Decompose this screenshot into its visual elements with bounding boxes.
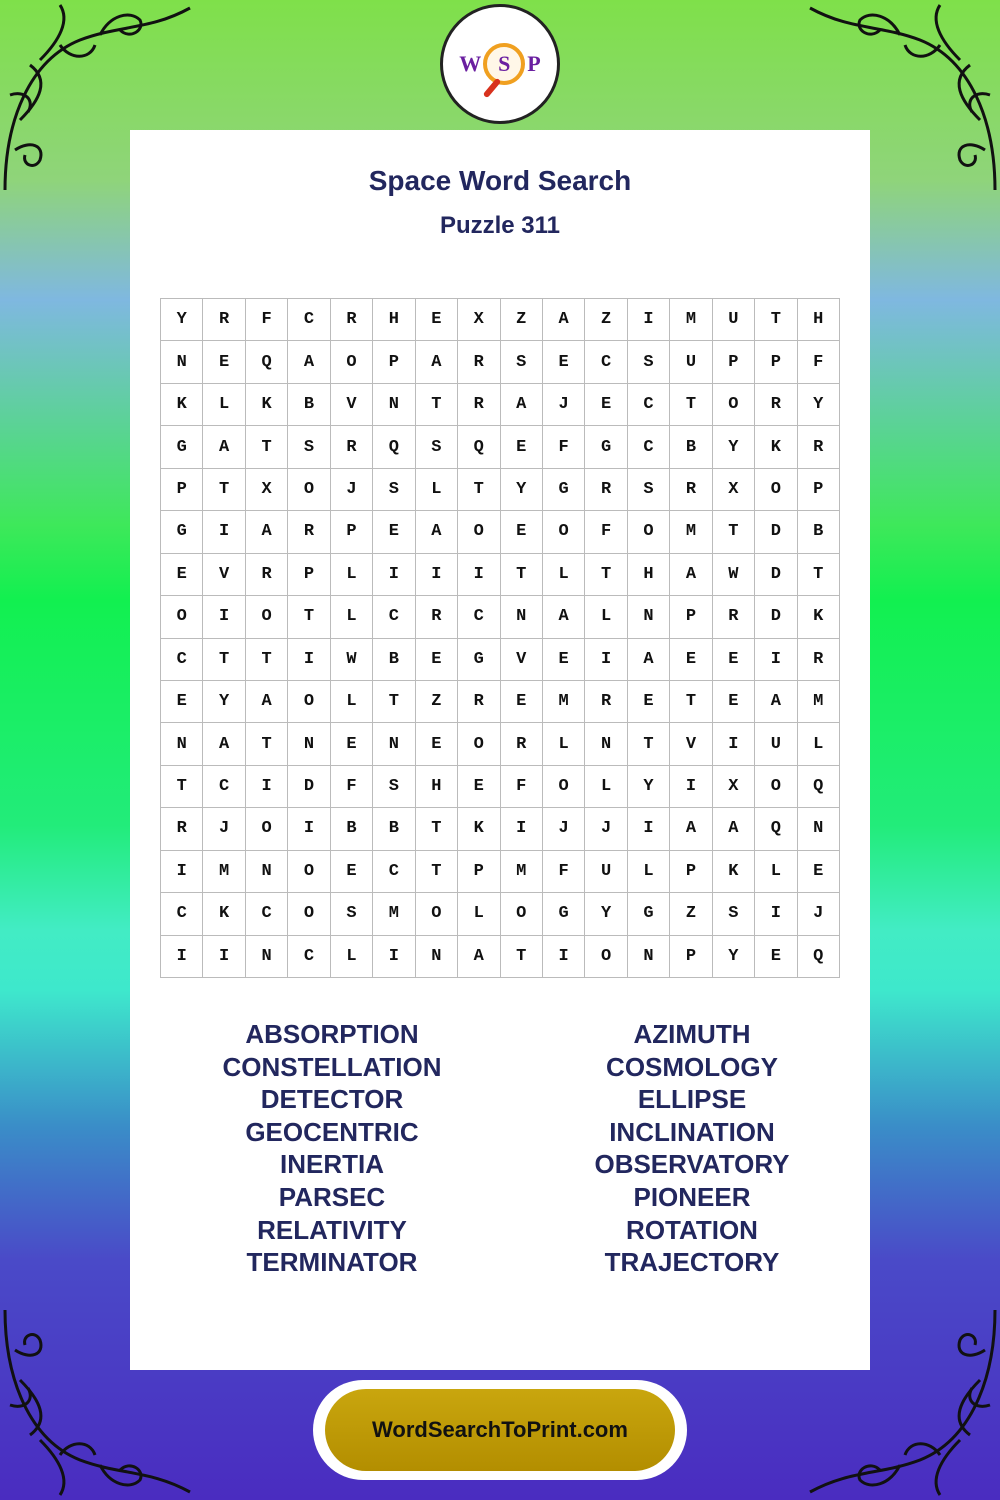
grid-cell[interactable]: I bbox=[203, 596, 245, 638]
grid-cell[interactable]: I bbox=[203, 511, 245, 553]
word-item: RELATIVITY bbox=[257, 1214, 407, 1245]
grid-cell[interactable]: T bbox=[203, 639, 245, 681]
grid-cell[interactable]: T bbox=[670, 681, 712, 723]
grid-cell[interactable]: M bbox=[373, 893, 415, 935]
grid-cell[interactable]: A bbox=[203, 723, 245, 765]
grid-cell[interactable]: T bbox=[585, 554, 627, 596]
grid-cell[interactable]: J bbox=[543, 384, 585, 426]
grid-cell[interactable]: Z bbox=[416, 681, 458, 723]
grid-cell[interactable]: J bbox=[585, 808, 627, 850]
grid-cell[interactable]: E bbox=[501, 426, 543, 468]
grid-cell[interactable]: E bbox=[161, 554, 203, 596]
grid-cell[interactable]: R bbox=[755, 384, 797, 426]
grid-cell[interactable]: A bbox=[628, 639, 670, 681]
grid-cell[interactable]: O bbox=[458, 723, 500, 765]
grid-cell[interactable]: C bbox=[203, 766, 245, 808]
grid-cell[interactable]: I bbox=[628, 299, 670, 341]
grid-cell[interactable]: O bbox=[585, 936, 627, 978]
grid-cell[interactable]: F bbox=[331, 766, 373, 808]
grid-cell[interactable]: I bbox=[416, 554, 458, 596]
word-item: DETECTOR bbox=[260, 1084, 404, 1115]
grid-cell[interactable]: B bbox=[331, 808, 373, 850]
word-item: OBSERVATORY bbox=[594, 1149, 790, 1180]
grid-cell[interactable]: M bbox=[543, 681, 585, 723]
grid-cell[interactable]: F bbox=[543, 426, 585, 468]
grid-cell[interactable]: A bbox=[203, 426, 245, 468]
grid-cell[interactable]: T bbox=[416, 851, 458, 893]
word-list-left bbox=[130, 1018, 514, 1279]
grid-cell[interactable]: I bbox=[203, 936, 245, 978]
grid-cell[interactable]: H bbox=[798, 299, 840, 341]
grid-cell[interactable]: I bbox=[373, 554, 415, 596]
word-item: ABSORPTION bbox=[245, 1019, 419, 1049]
grid-cell[interactable]: D bbox=[755, 511, 797, 553]
grid-cell[interactable]: K bbox=[203, 893, 245, 935]
grid-cell[interactable]: P bbox=[458, 851, 500, 893]
grid-cell[interactable]: R bbox=[458, 341, 500, 383]
word-item: TRAJECTORY bbox=[604, 1247, 780, 1278]
grid-cell[interactable]: A bbox=[246, 681, 288, 723]
grid-cell[interactable]: R bbox=[798, 426, 840, 468]
grid-cell[interactable]: O bbox=[246, 808, 288, 850]
grid-cell[interactable]: Y bbox=[713, 426, 755, 468]
grid-cell[interactable]: C bbox=[161, 893, 203, 935]
grid-cell[interactable]: F bbox=[501, 766, 543, 808]
grid-cell[interactable]: I bbox=[161, 936, 203, 978]
grid-cell[interactable]: T bbox=[501, 936, 543, 978]
grid-cell[interactable]: L bbox=[628, 851, 670, 893]
grid-cell[interactable]: K bbox=[755, 426, 797, 468]
grid-cell[interactable]: S bbox=[501, 341, 543, 383]
grid-cell[interactable]: E bbox=[501, 511, 543, 553]
grid-cell[interactable]: Q bbox=[798, 766, 840, 808]
grid-cell[interactable]: K bbox=[713, 851, 755, 893]
grid-cell[interactable]: O bbox=[501, 893, 543, 935]
grid-cell[interactable]: T bbox=[501, 554, 543, 596]
grid-cell[interactable]: O bbox=[288, 851, 330, 893]
grid-cell[interactable]: N bbox=[501, 596, 543, 638]
grid-cell[interactable]: T bbox=[203, 469, 245, 511]
grid-cell[interactable]: X bbox=[713, 469, 755, 511]
grid-cell[interactable]: N bbox=[161, 723, 203, 765]
grid-cell[interactable]: Y bbox=[203, 681, 245, 723]
grid-cell[interactable]: E bbox=[798, 851, 840, 893]
grid-cell[interactable]: P bbox=[670, 596, 712, 638]
grid-cell[interactable]: O bbox=[543, 766, 585, 808]
grid-cell[interactable]: E bbox=[670, 639, 712, 681]
word-list-right bbox=[514, 1018, 870, 1279]
grid-cell[interactable]: M bbox=[798, 681, 840, 723]
grid-cell[interactable]: M bbox=[670, 511, 712, 553]
grid-cell[interactable]: R bbox=[458, 681, 500, 723]
wsp-logo[interactable] bbox=[440, 4, 560, 124]
grid-cell[interactable]: S bbox=[416, 426, 458, 468]
grid-cell[interactable]: O bbox=[755, 766, 797, 808]
grid-cell[interactable]: O bbox=[161, 596, 203, 638]
grid-cell[interactable]: B bbox=[373, 639, 415, 681]
grid-cell[interactable]: C bbox=[628, 384, 670, 426]
grid-cell[interactable]: O bbox=[288, 469, 330, 511]
grid-cell[interactable]: L bbox=[585, 596, 627, 638]
grid-cell[interactable]: C bbox=[161, 639, 203, 681]
grid-cell[interactable]: V bbox=[331, 384, 373, 426]
grid-cell[interactable]: C bbox=[628, 426, 670, 468]
word-item: COSMOLOGY bbox=[606, 1051, 778, 1082]
grid-cell[interactable]: O bbox=[288, 681, 330, 723]
grid-cell[interactable]: A bbox=[458, 936, 500, 978]
grid-cell[interactable]: I bbox=[543, 936, 585, 978]
grid-cell[interactable]: R bbox=[713, 596, 755, 638]
grid-cell[interactable]: O bbox=[628, 511, 670, 553]
grid-cell[interactable]: R bbox=[331, 426, 373, 468]
grid-cell[interactable]: Q bbox=[246, 341, 288, 383]
grid-cell[interactable]: D bbox=[288, 766, 330, 808]
grid-cell[interactable]: E bbox=[373, 511, 415, 553]
site-link-button[interactable] bbox=[313, 1380, 687, 1480]
grid-cell[interactable]: U bbox=[670, 341, 712, 383]
magnifier-handle bbox=[483, 78, 502, 99]
grid-cell[interactable]: R bbox=[585, 681, 627, 723]
grid-cell[interactable]: A bbox=[670, 808, 712, 850]
grid-cell[interactable]: C bbox=[585, 341, 627, 383]
grid-cell[interactable]: N bbox=[798, 808, 840, 850]
grid-cell[interactable]: H bbox=[373, 299, 415, 341]
grid-cell[interactable]: G bbox=[543, 469, 585, 511]
grid-cell[interactable]: L bbox=[331, 936, 373, 978]
grid-cell[interactable]: I bbox=[288, 808, 330, 850]
grid-cell[interactable]: J bbox=[798, 893, 840, 935]
grid-cell[interactable]: C bbox=[373, 596, 415, 638]
word-item: PARSEC bbox=[278, 1181, 386, 1212]
grid-cell[interactable]: W bbox=[331, 639, 373, 681]
grid-cell[interactable]: R bbox=[331, 299, 373, 341]
grid-cell[interactable]: B bbox=[373, 808, 415, 850]
grid-cell[interactable]: G bbox=[543, 893, 585, 935]
grid-cell[interactable]: Y bbox=[161, 299, 203, 341]
grid-cell[interactable]: F bbox=[246, 299, 288, 341]
grid-cell[interactable]: T bbox=[628, 723, 670, 765]
grid-cell[interactable]: J bbox=[543, 808, 585, 850]
grid-cell[interactable]: I bbox=[458, 554, 500, 596]
puzzle-number: Puzzle 311 bbox=[439, 212, 561, 239]
grid-cell[interactable]: T bbox=[416, 384, 458, 426]
grid-cell[interactable]: G bbox=[628, 893, 670, 935]
grid-cell[interactable]: L bbox=[585, 766, 627, 808]
grid-cell[interactable]: Y bbox=[501, 469, 543, 511]
grid-cell[interactable]: E bbox=[458, 766, 500, 808]
logo-letter-p: P bbox=[527, 51, 541, 76]
grid-cell[interactable]: P bbox=[755, 341, 797, 383]
grid-cell[interactable]: T bbox=[246, 639, 288, 681]
grid-cell[interactable]: A bbox=[416, 511, 458, 553]
grid-cell[interactable]: S bbox=[713, 893, 755, 935]
grid-cell[interactable]: S bbox=[373, 766, 415, 808]
word-item: TERMINATOR bbox=[246, 1247, 418, 1278]
grid-cell[interactable]: T bbox=[798, 554, 840, 596]
grid-cell[interactable]: A bbox=[543, 299, 585, 341]
grid-cell[interactable]: I bbox=[628, 808, 670, 850]
grid-cell[interactable]: L bbox=[331, 596, 373, 638]
grid-cell[interactable]: E bbox=[161, 681, 203, 723]
grid-cell[interactable]: G bbox=[585, 426, 627, 468]
grid-cell[interactable]: U bbox=[713, 299, 755, 341]
grid-cell[interactable]: Y bbox=[713, 936, 755, 978]
grid-cell[interactable]: K bbox=[246, 384, 288, 426]
grid-cell[interactable]: M bbox=[670, 299, 712, 341]
grid-cell[interactable]: U bbox=[585, 851, 627, 893]
grid-cell[interactable]: I bbox=[246, 766, 288, 808]
grid-cell[interactable]: E bbox=[585, 384, 627, 426]
grid-cell[interactable]: N bbox=[288, 723, 330, 765]
grid-cell[interactable]: N bbox=[373, 723, 415, 765]
grid-cell[interactable]: H bbox=[628, 554, 670, 596]
grid-cell[interactable]: G bbox=[161, 511, 203, 553]
grid-cell[interactable]: S bbox=[331, 893, 373, 935]
grid-cell[interactable]: N bbox=[628, 936, 670, 978]
grid-cell[interactable]: A bbox=[246, 511, 288, 553]
grid-cell[interactable]: Y bbox=[585, 893, 627, 935]
grid-cell[interactable]: T bbox=[288, 596, 330, 638]
grid-cell[interactable]: V bbox=[203, 554, 245, 596]
grid-cell[interactable]: G bbox=[161, 426, 203, 468]
word-item: ELLIPSE bbox=[637, 1084, 747, 1115]
grid-cell[interactable]: V bbox=[670, 723, 712, 765]
grid-cell[interactable]: E bbox=[203, 341, 245, 383]
grid-cell[interactable]: L bbox=[331, 554, 373, 596]
grid-cell[interactable]: J bbox=[203, 808, 245, 850]
grid-cell[interactable]: R bbox=[798, 639, 840, 681]
grid-cell[interactable]: O bbox=[458, 511, 500, 553]
logo-letter-s: S bbox=[498, 51, 511, 76]
grid-cell[interactable]: A bbox=[755, 681, 797, 723]
grid-cell[interactable]: H bbox=[416, 766, 458, 808]
grid-cell[interactable]: F bbox=[798, 341, 840, 383]
word-item: ROTATION bbox=[626, 1214, 758, 1245]
grid-cell[interactable]: I bbox=[713, 723, 755, 765]
grid-cell[interactable]: B bbox=[670, 426, 712, 468]
grid-cell[interactable]: T bbox=[246, 723, 288, 765]
grid-cell[interactable]: I bbox=[161, 851, 203, 893]
grid-cell[interactable]: C bbox=[246, 893, 288, 935]
grid-cell[interactable]: L bbox=[543, 723, 585, 765]
grid-cell[interactable]: E bbox=[501, 681, 543, 723]
grid-cell[interactable]: T bbox=[458, 469, 500, 511]
logo-letter-w: W bbox=[459, 51, 482, 76]
grid-cell[interactable]: R bbox=[501, 723, 543, 765]
site-link-label: WordSearchToPrint.com bbox=[325, 1389, 675, 1471]
grid-cell[interactable]: T bbox=[713, 511, 755, 553]
word-item: AZIMUTH bbox=[633, 1019, 751, 1049]
grid-cell[interactable]: R bbox=[670, 469, 712, 511]
grid-cell[interactable]: C bbox=[288, 299, 330, 341]
grid-cell[interactable]: Z bbox=[585, 299, 627, 341]
grid-cell[interactable]: D bbox=[755, 554, 797, 596]
grid-cell[interactable]: I bbox=[288, 639, 330, 681]
grid-cell[interactable]: R bbox=[416, 596, 458, 638]
grid-cell[interactable]: W bbox=[713, 554, 755, 596]
grid-cell[interactable]: A bbox=[713, 808, 755, 850]
grid-cell[interactable]: P bbox=[798, 469, 840, 511]
grid-cell[interactable]: E bbox=[416, 723, 458, 765]
grid-cell[interactable]: O bbox=[288, 893, 330, 935]
grid-cell[interactable]: X bbox=[246, 469, 288, 511]
grid-cell[interactable]: R bbox=[246, 554, 288, 596]
grid-cell[interactable]: L bbox=[331, 681, 373, 723]
puzzle-title: Space Word Search bbox=[368, 165, 632, 196]
grid-cell[interactable]: Q bbox=[373, 426, 415, 468]
grid-cell[interactable]: E bbox=[713, 639, 755, 681]
grid-cell[interactable]: L bbox=[543, 554, 585, 596]
grid-cell[interactable]: T bbox=[755, 299, 797, 341]
logo-letters bbox=[459, 43, 540, 85]
grid-cell[interactable]: N bbox=[416, 936, 458, 978]
grid-cell[interactable]: E bbox=[416, 639, 458, 681]
grid-cell[interactable]: F bbox=[543, 851, 585, 893]
grid-cell[interactable]: Z bbox=[670, 893, 712, 935]
grid-cell[interactable]: P bbox=[670, 851, 712, 893]
grid-cell[interactable]: D bbox=[755, 596, 797, 638]
grid-cell[interactable]: S bbox=[628, 341, 670, 383]
grid-cell[interactable]: M bbox=[203, 851, 245, 893]
grid-cell[interactable]: I bbox=[755, 639, 797, 681]
grid-cell[interactable]: E bbox=[543, 341, 585, 383]
grid-cell[interactable]: N bbox=[585, 723, 627, 765]
grid-cell[interactable]: E bbox=[755, 936, 797, 978]
grid-cell[interactable]: P bbox=[331, 511, 373, 553]
grid-cell[interactable]: L bbox=[755, 851, 797, 893]
grid-cell[interactable]: L bbox=[203, 384, 245, 426]
grid-cell[interactable]: Y bbox=[628, 766, 670, 808]
grid-cell[interactable]: G bbox=[458, 639, 500, 681]
grid-cell[interactable]: R bbox=[203, 299, 245, 341]
word-item: CONSTELLATION bbox=[222, 1051, 442, 1082]
grid-cell[interactable]: S bbox=[373, 469, 415, 511]
grid-cell[interactable]: V bbox=[501, 639, 543, 681]
grid-cell[interactable]: C bbox=[458, 596, 500, 638]
grid-cell[interactable]: C bbox=[288, 936, 330, 978]
grid-cell[interactable]: Z bbox=[501, 299, 543, 341]
word-list bbox=[130, 1018, 870, 1279]
grid-cell[interactable]: O bbox=[713, 384, 755, 426]
grid-cell[interactable]: N bbox=[373, 384, 415, 426]
grid-cell[interactable]: O bbox=[331, 341, 373, 383]
grid-cell[interactable]: E bbox=[331, 723, 373, 765]
word-item: INCLINATION bbox=[609, 1116, 775, 1147]
grid-cell[interactable]: T bbox=[670, 384, 712, 426]
magnifier-icon bbox=[483, 43, 525, 85]
grid-cell[interactable]: T bbox=[416, 808, 458, 850]
grid-cell[interactable]: K bbox=[161, 384, 203, 426]
grid-cell[interactable]: I bbox=[755, 893, 797, 935]
grid-cell[interactable]: X bbox=[713, 766, 755, 808]
grid-cell[interactable]: E bbox=[713, 681, 755, 723]
grid-cell[interactable]: T bbox=[373, 681, 415, 723]
grid-cell[interactable]: S bbox=[628, 469, 670, 511]
grid-cell[interactable]: N bbox=[246, 936, 288, 978]
grid-cell[interactable]: A bbox=[543, 596, 585, 638]
grid-cell[interactable]: I bbox=[373, 936, 415, 978]
grid-cell[interactable]: N bbox=[628, 596, 670, 638]
grid-cell[interactable]: E bbox=[543, 639, 585, 681]
grid-cell[interactable]: O bbox=[755, 469, 797, 511]
grid-cell[interactable]: A bbox=[501, 384, 543, 426]
grid-cell[interactable]: T bbox=[246, 426, 288, 468]
word-item: INERTIA bbox=[280, 1149, 384, 1180]
grid-cell[interactable]: R bbox=[585, 469, 627, 511]
grid-cell[interactable]: F bbox=[585, 511, 627, 553]
grid-cell[interactable]: P bbox=[373, 341, 415, 383]
grid-cell[interactable]: O bbox=[416, 893, 458, 935]
grid-cell[interactable]: R bbox=[161, 808, 203, 850]
grid-cell[interactable]: L bbox=[416, 469, 458, 511]
grid-cell[interactable]: N bbox=[161, 341, 203, 383]
grid-cell[interactable]: B bbox=[288, 384, 330, 426]
grid-cell[interactable]: A bbox=[288, 341, 330, 383]
grid-cell[interactable]: O bbox=[246, 596, 288, 638]
grid-cell[interactable]: M bbox=[501, 851, 543, 893]
grid-cell[interactable]: T bbox=[161, 766, 203, 808]
grid-cell[interactable]: O bbox=[543, 511, 585, 553]
grid-cell[interactable]: L bbox=[458, 893, 500, 935]
letter-grid bbox=[160, 298, 840, 978]
grid-cell[interactable]: Q bbox=[755, 808, 797, 850]
grid-cell[interactable]: P bbox=[713, 341, 755, 383]
grid-cell[interactable]: R bbox=[288, 511, 330, 553]
grid-cell[interactable]: U bbox=[755, 723, 797, 765]
grid-cell[interactable]: L bbox=[798, 723, 840, 765]
grid-cell[interactable]: K bbox=[458, 808, 500, 850]
grid-cell[interactable]: J bbox=[331, 469, 373, 511]
grid-cell[interactable]: A bbox=[670, 554, 712, 596]
grid-cell[interactable]: P bbox=[670, 936, 712, 978]
grid-cell[interactable]: E bbox=[331, 851, 373, 893]
grid-cell[interactable]: E bbox=[628, 681, 670, 723]
grid-cell[interactable]: A bbox=[416, 341, 458, 383]
grid-cell[interactable]: Y bbox=[798, 384, 840, 426]
grid-cell[interactable]: I bbox=[585, 639, 627, 681]
grid-cell[interactable]: I bbox=[670, 766, 712, 808]
word-item: GEOCENTRIC bbox=[245, 1116, 419, 1147]
grid-cell[interactable]: K bbox=[798, 596, 840, 638]
grid-cell[interactable]: E bbox=[416, 299, 458, 341]
grid-cell[interactable]: C bbox=[373, 851, 415, 893]
grid-cell[interactable]: N bbox=[246, 851, 288, 893]
grid-cell[interactable]: Q bbox=[458, 426, 500, 468]
grid-cell[interactable]: P bbox=[161, 469, 203, 511]
grid-cell[interactable]: P bbox=[288, 554, 330, 596]
grid-cell[interactable]: R bbox=[458, 384, 500, 426]
grid-cell[interactable]: I bbox=[501, 808, 543, 850]
grid-cell[interactable]: B bbox=[798, 511, 840, 553]
word-item: PIONEER bbox=[633, 1181, 751, 1212]
puzzle-card bbox=[130, 130, 870, 1370]
grid-cell[interactable]: S bbox=[288, 426, 330, 468]
grid-cell[interactable]: X bbox=[458, 299, 500, 341]
grid-cell[interactable]: Q bbox=[798, 936, 840, 978]
